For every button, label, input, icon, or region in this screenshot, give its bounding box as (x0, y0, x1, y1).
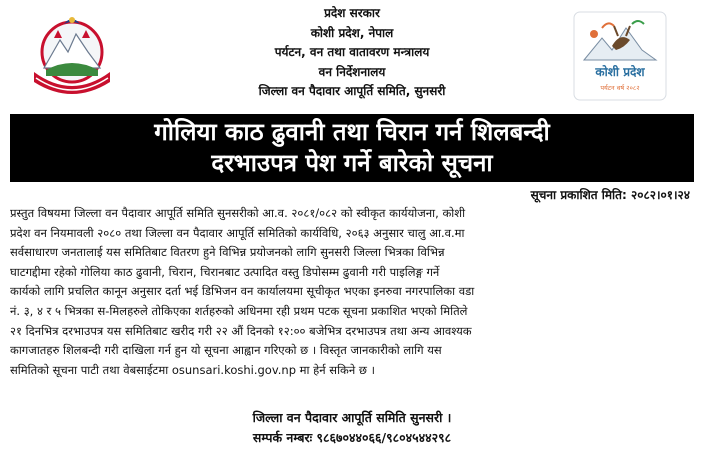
office-line: जिल्ला वन पैदावार आपूर्ति समिति, सुनसरी (258, 84, 446, 98)
notice-body-line: प्रदेश वन नियमावली २०८० तथा जिल्ला वन पैदावार आपूर्ति समितिको कार्यविधि, २०६३ अनुसार चालु आ.व.मा (10, 225, 465, 240)
publication-date: सूचना प्रकाशित मिति: २०८२।०१।२४ (530, 188, 690, 202)
office-line: प्रदेश सरकार (324, 6, 380, 20)
notice-header (0, 0, 704, 116)
logo-name-text: कोशी प्रदेश (595, 65, 645, 79)
notice-body-line: घाटगद्दीमा रहेको गोलिया काठ ढुवानी, चिरान, चिरानबाट उत्पादित वस्तु डिपोसम्म ढुवानी गरी पाइलिङ्ग गर्ने (10, 264, 440, 279)
notice-body-line: कार्यको लागि प्रचलित कानून अनुसार दर्ता भई डिभिजन वन कार्यालयमा सूचीकृत भएका इनरुवा नगरपालिका वडा (10, 284, 475, 299)
notice-title-line-1: गोलिया काठ ढुवानी तथा चिरान गर्न शिलबन्दी (154, 118, 550, 146)
office-line: वन निर्देशनालय (318, 64, 386, 79)
notice-body-line: प्रस्तुत विषयमा जिल्ला वन पैदावार आपूर्ति समिति सुनसरीको आ.व. २०८१/०८२ को स्वीकृत कार्ययोजना, कोशी (10, 206, 466, 220)
notice-title-banner (10, 114, 694, 182)
office-line: पर्यटन, वन तथा वातावरण मन्त्रालय (274, 45, 430, 59)
office-name-block (160, 4, 544, 102)
notice-body-line: समितिको सूचना पाटी तथा वेबसाईटमा osunsari.koshi.gov.np मा हेर्न सकिने छ । (10, 362, 376, 377)
notice-body (10, 204, 694, 400)
koshi-province-logo-icon (572, 10, 668, 102)
nepal-government-emblem-icon (24, 12, 120, 102)
office-line: कोशी प्रदेश, नेपाल (310, 25, 394, 40)
notice-body-line: कागजातहरु शिलबन्दी गरी दाखिला गर्न हुन यो सूचना आह्वान गरिएको छ । विस्तृत जानकारीको लागि यस (10, 343, 442, 358)
footer-organization: जिल्ला वन पैदावार आपूर्ति समिति सुनसरी । (252, 410, 452, 425)
notice-title-line-2: दरभाउपत्र पेश गर्ने बारेको सूचना (211, 149, 493, 177)
notice-body-line: सर्वसाधारण जनतालाई यस समितिबाट वितरण हुने विभिन्न प्रयोजनको लागि सुनसरी जिल्ला भित्रका विभिन्न (10, 245, 445, 260)
notice-footer (160, 408, 544, 448)
footer-contact-number: सम्पर्क नम्बरः ९८६७०४४०६६/९८०४५४४२९८ (252, 430, 452, 445)
notice-body-line: २१ दिनभित्र दरभाउपत्र यस समितिबाट खरीद गरी २२ औं दिनको १२:०० बजेभित्र दरभाउपत्र तथा अन्य आवश्यक (10, 323, 472, 338)
logo-tagline-text: पर्यटन वर्ष २०८२ (600, 84, 640, 92)
notice-body-line: नं. ३, ४ र ५ भित्रका स-मिलहरुले तोकिएका शर्तहरुको अधिनमा रही प्रथम पटक सूचना प्रकाशित भएको मितिले (10, 303, 468, 318)
